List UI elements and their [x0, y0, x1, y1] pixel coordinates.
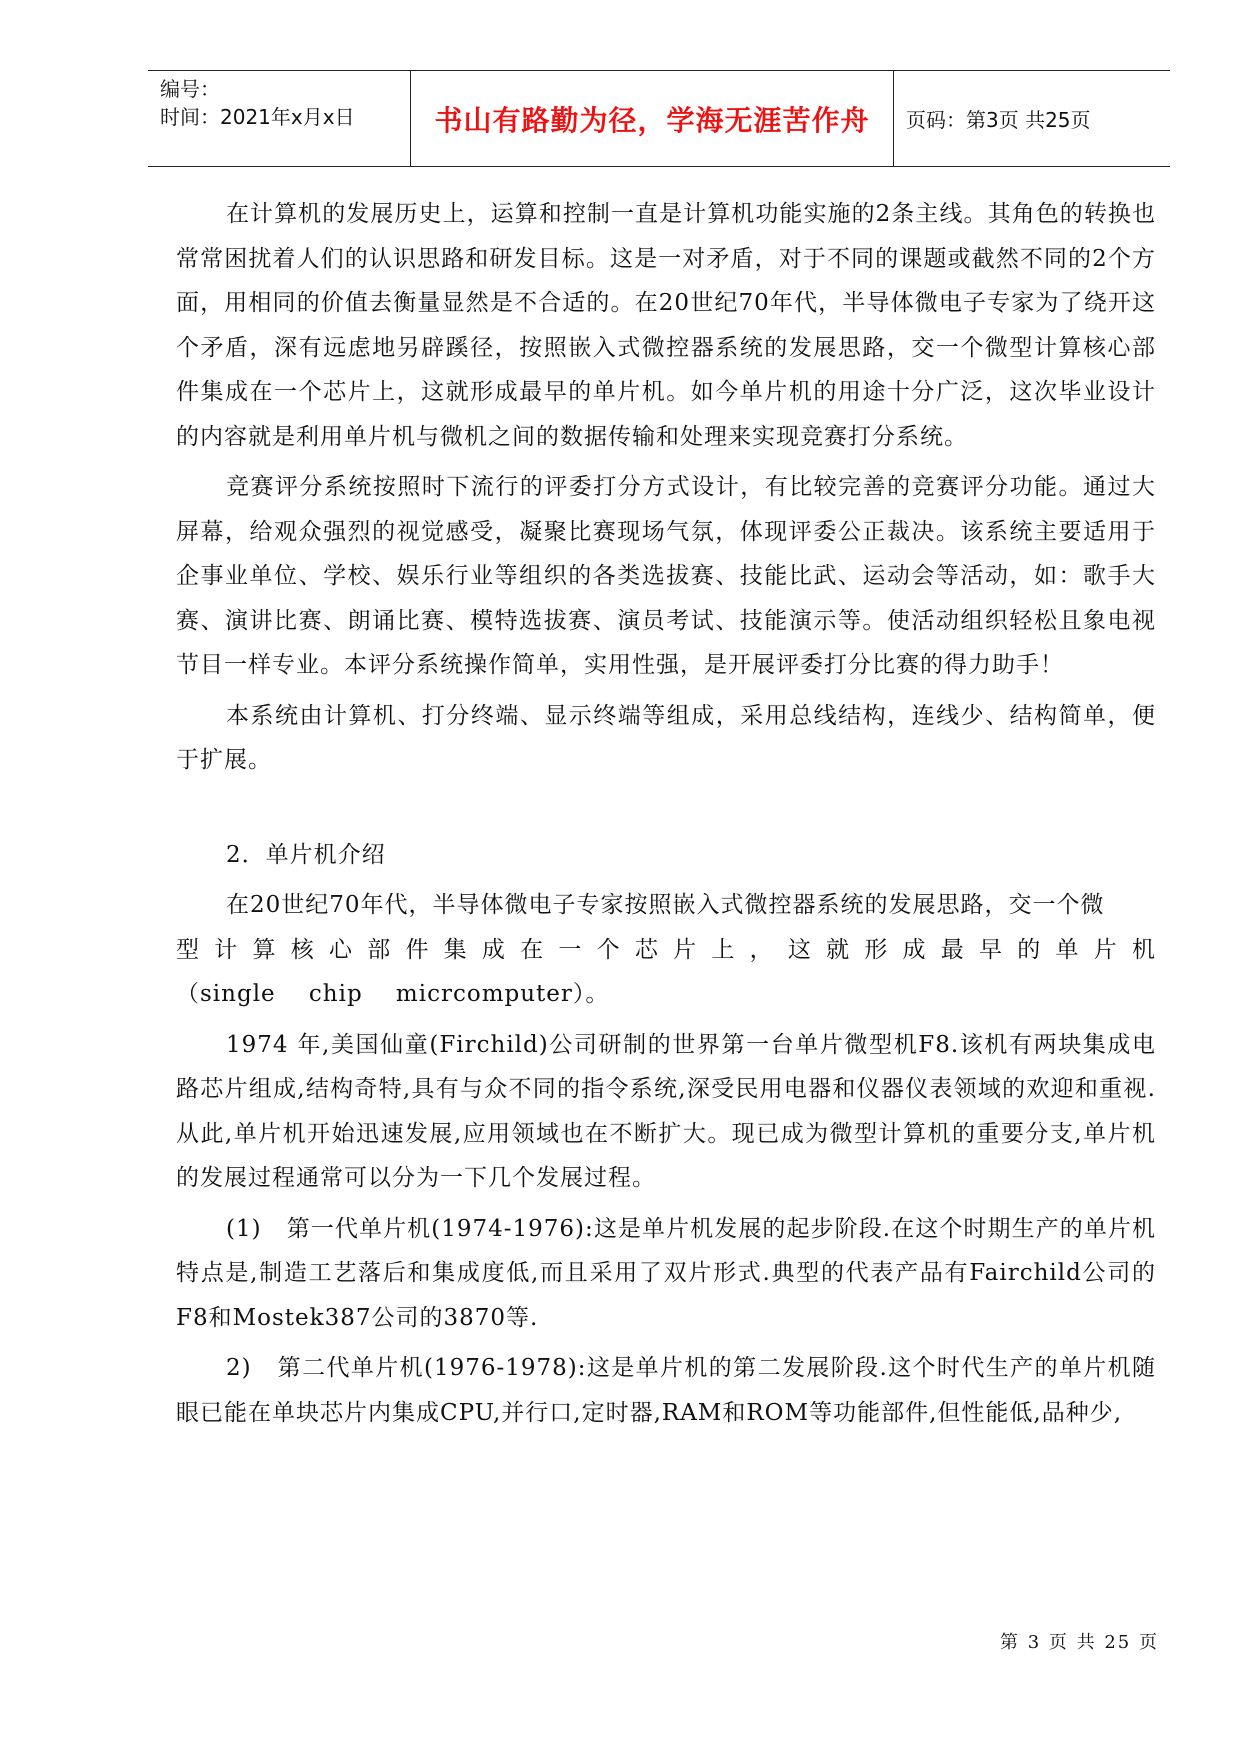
section-paragraph-3: (1) 第一代单片机(1974-1976):这是单片机发展的起步阶段.在这个时期生产的单片机特点是,制造工艺落后和集成度低,而且采用了双片形式.典型的代表产品有Fairchild公司的F8和Mostek387公司的3870等.	[176, 1215, 1156, 1331]
number-label: 编号：	[160, 77, 220, 101]
paragraph-intro: 在计算机的发展历史上，运算和控制一直是计算机功能实施的2条主线。其角色的转换也常常困扰着人们的认识思路和研发目标。这是一对矛盾，对于不同的课题或截然不同的2个方面，用相同的价值去衡量显然是不合适的。在20世纪70年代，半导体微电子专家为了绕开这个矛盾，深有远虑地另辟蹊径，按照嵌入式微控器系统的发展思路，交一个微型计算核心部件集成在一个芯片上，这就形成最早的单片机。如今单片机的用途十分广泛，这次毕业设计的内容就是利用单片机与微机之间的数据传输和处理来实现竞赛打分系统。	[176, 201, 1156, 450]
section-title: 2．单片机介绍	[226, 841, 386, 868]
document-body	[176, 192, 1156, 1441]
section-paragraph-1-line-2: 型计算核心部件集成在一个芯片上，这就形成最早的单片机	[176, 936, 1156, 963]
page-header	[148, 70, 1170, 167]
page-info-text: 页码：第3页 共25页	[906, 108, 1091, 132]
section-paragraph-4: 2) 第二代单片机(1976-1978):这是单片机的第二发展阶段.这个时代生产的单片机随眼已能在单块芯片内集成CPU,并行口,定时器,RAM和ROM等功能部件,但性能低,品种少,	[176, 1355, 1156, 1426]
section-paragraph-1-line-1: 在20世纪70年代，半导体微电子专家按照嵌入式微控器系统的发展思路，交一个微	[226, 892, 1105, 918]
section-paragraph-1-line-3: （single chip micrcomputer）。	[176, 981, 610, 1007]
page-footer: 第 3 页 共 25 页	[1000, 1632, 1159, 1653]
header-meta	[148, 71, 410, 166]
header-motto-cell	[410, 71, 894, 166]
header-page-info	[894, 71, 1170, 166]
section-paragraph-2: 1974 年,美国仙童(Firchild)公司研制的世界第一台单片微型机F8.该机有两块集成电路芯片组成,结构奇特,具有与众不同的指令系统,深受民用电器和仪器仪表领域的欢迎和重视.从此,单片机开始迅速发展,应用领域也在不断扩大。现已成为微型计算机的重要分支,单片机的发展过程通常可以分为一下几个发展过程。	[176, 1031, 1156, 1191]
spacer	[176, 789, 1156, 833]
motto-text: 书山有路勤为径，学海无涯苦作舟	[434, 103, 870, 137]
time-label: 时间：2021年x月x日	[160, 105, 355, 129]
paragraph-scoring-system: 竞赛评分系统按照时下流行的评委打分方式设计，有比较完善的竞赛评分功能。通过大屏幕，给观众强烈的视觉感受，凝聚比赛现场气氛，体现评委公正裁决。该系统主要适用于企事业单位、学校、娱乐行业等组织的各类选拔赛、技能比武、运动会等活动，如：歌手大赛、演讲比赛、朗诵比赛、模特选拔赛、演员考试、技能演示等。使活动组织轻松且象电视节目一样专业。本评分系统操作简单，实用性强，是开展评委打分比赛的得力助手！	[176, 474, 1156, 678]
paragraph-composition: 本系统由计算机、打分终端、显示终端等组成，采用总线结构，连线少、结构简单，便于扩展。	[176, 702, 1156, 773]
